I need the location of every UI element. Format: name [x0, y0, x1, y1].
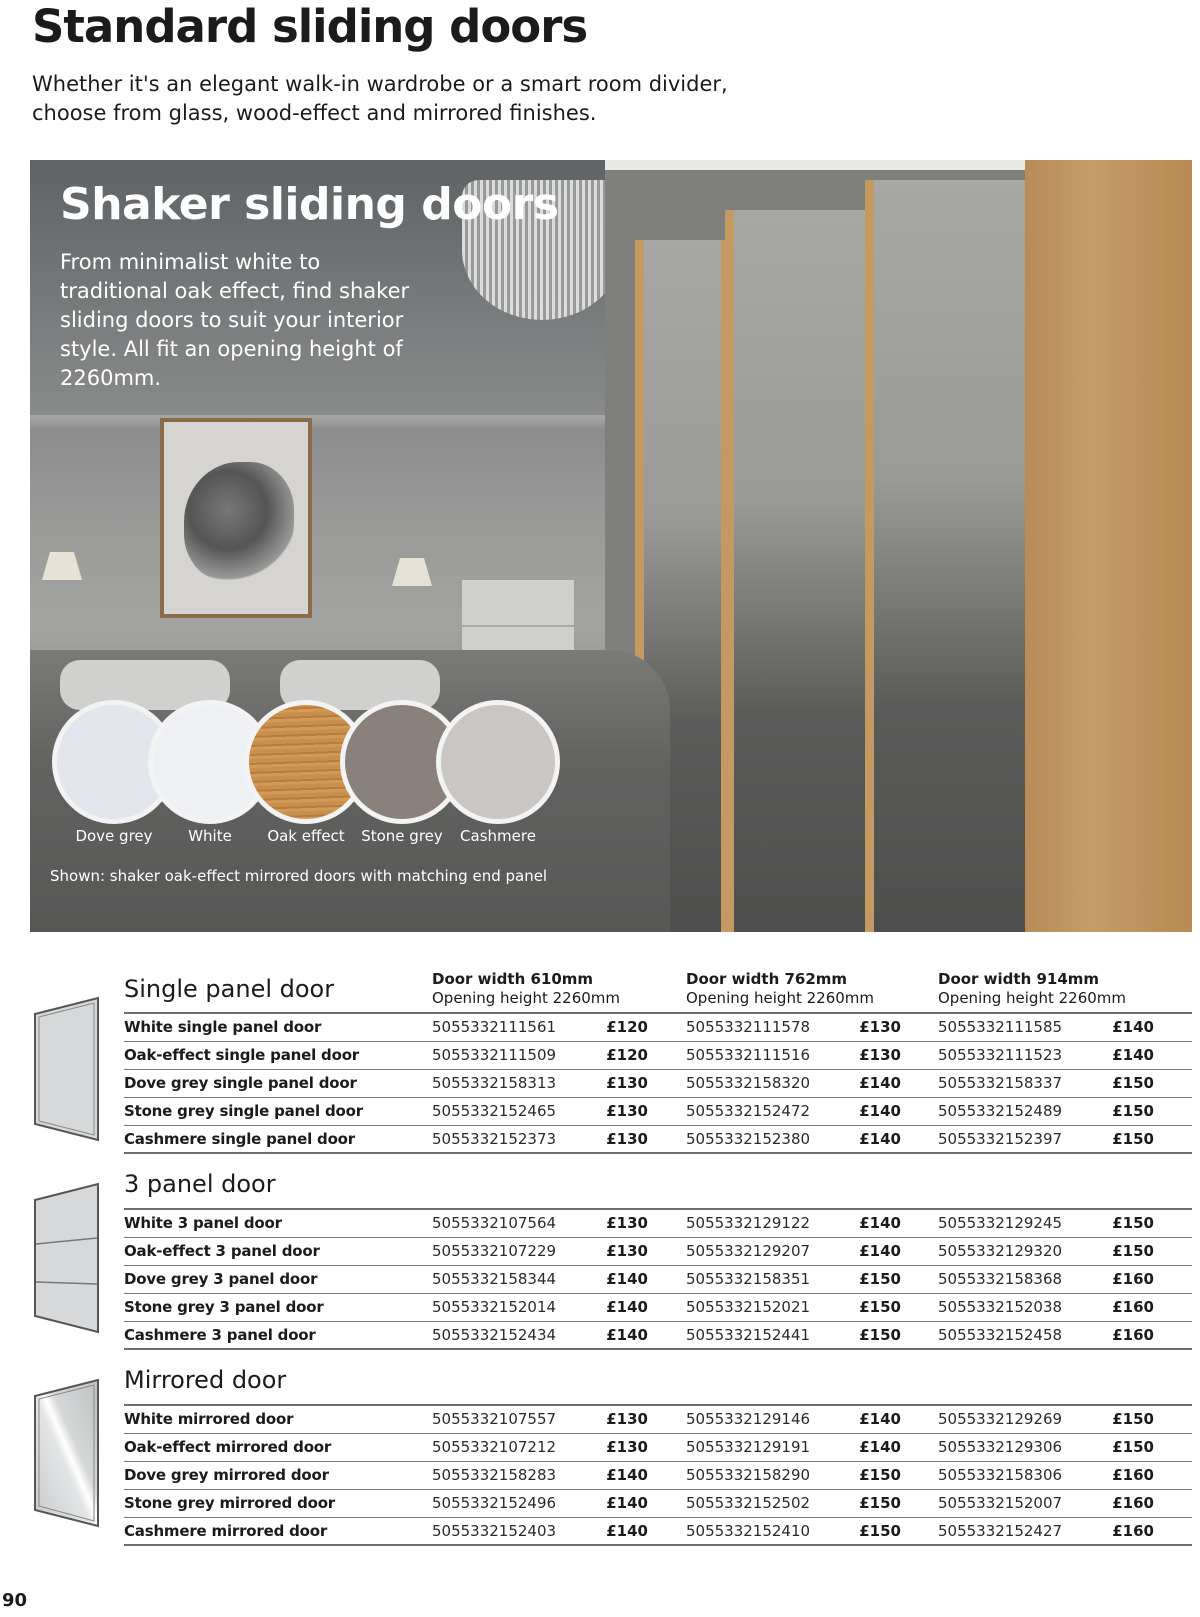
- finish-swatches: [52, 700, 572, 845]
- mirrored-door-icon: [32, 1378, 102, 1528]
- product-name: Stone grey single panel door: [124, 1102, 363, 1120]
- product-code: 5055332152502: [686, 1494, 811, 1512]
- product-name: Cashmere mirrored door: [124, 1522, 328, 1540]
- product-code: 5055332152427: [938, 1522, 1063, 1540]
- price: £150: [859, 1326, 901, 1344]
- price: £140: [859, 1102, 901, 1120]
- product-name: White mirrored door: [124, 1410, 294, 1428]
- price: £130: [606, 1102, 648, 1120]
- price: £150: [859, 1522, 901, 1540]
- column-width-label: Door width 914mm: [938, 970, 1100, 988]
- price: £140: [859, 1242, 901, 1260]
- product-code: 5055332158313: [432, 1074, 557, 1092]
- price: £150: [859, 1494, 901, 1512]
- product-name: White single panel door: [124, 1018, 322, 1036]
- product-name: Stone grey mirrored door: [124, 1494, 336, 1512]
- swatch-label: Cashmere: [460, 827, 536, 845]
- product-code: 5055332111578: [686, 1018, 811, 1036]
- cornice: [30, 415, 650, 429]
- product-code: 5055332158290: [686, 1466, 811, 1484]
- price: £130: [606, 1242, 648, 1260]
- column-height-label: Opening height 2260mm: [686, 989, 875, 1007]
- price: £120: [606, 1046, 648, 1064]
- swatch-label: Dove grey: [75, 827, 153, 845]
- table-row: [124, 1490, 1192, 1518]
- three-panel-door-icon: [32, 1182, 102, 1334]
- product-code: 5055332152014: [432, 1298, 557, 1316]
- product-code: 5055332111509: [432, 1046, 557, 1064]
- plant-artwork: [184, 462, 294, 582]
- table-row: [124, 1322, 1192, 1350]
- product-code: 5055332152465: [432, 1102, 557, 1120]
- product-code: 5055332152472: [686, 1102, 811, 1120]
- product-code: 5055332111585: [938, 1018, 1063, 1036]
- table-row: [124, 1126, 1192, 1154]
- hero-caption: Shown: shaker oak-effect mirrored doors with matching end panel: [50, 867, 548, 885]
- price: £130: [606, 1410, 648, 1428]
- table-row: [124, 1070, 1192, 1098]
- product-name: Dove grey mirrored door: [124, 1466, 329, 1484]
- price: £150: [1112, 1074, 1154, 1092]
- product-code: 5055332107564: [432, 1214, 557, 1232]
- section-title: Mirrored door: [124, 1366, 287, 1394]
- price: £160: [1112, 1522, 1154, 1540]
- product-code: 5055332129207: [686, 1242, 811, 1260]
- price: £140: [859, 1438, 901, 1456]
- product-code: 5055332152380: [686, 1130, 811, 1148]
- section-title: 3 panel door: [124, 1170, 276, 1198]
- table-row: [124, 1098, 1192, 1126]
- product-code: 5055332158320: [686, 1074, 811, 1092]
- product-code: 5055332129320: [938, 1242, 1063, 1260]
- swatch-label: Stone grey: [361, 827, 443, 845]
- column-height-label: Opening height 2260mm: [432, 989, 621, 1007]
- product-code: 5055332152397: [938, 1130, 1063, 1148]
- table-row: [124, 1014, 1192, 1042]
- price: £130: [606, 1214, 648, 1232]
- price: £140: [606, 1494, 648, 1512]
- table-row: [124, 1434, 1192, 1462]
- product-name: Cashmere single panel door: [124, 1130, 355, 1148]
- product-code: 5055332111516: [686, 1046, 811, 1064]
- product-code: 5055332158351: [686, 1270, 811, 1288]
- section-title: Single panel door: [124, 975, 335, 1003]
- price: £130: [859, 1018, 901, 1036]
- oak-end-panel: [1025, 160, 1192, 932]
- product-name: Oak-effect single panel door: [124, 1046, 360, 1064]
- product-code: 5055332107557: [432, 1410, 557, 1428]
- product-code: 5055332152373: [432, 1130, 557, 1148]
- price: £140: [859, 1074, 901, 1092]
- column-width-label: Door width 762mm: [686, 970, 848, 988]
- product-name: Cashmere 3 panel door: [124, 1326, 316, 1344]
- product-code: 5055332107229: [432, 1242, 557, 1260]
- table-row: [124, 1406, 1192, 1434]
- price: £150: [1112, 1214, 1154, 1232]
- mirrored-door: [865, 180, 1035, 932]
- price: £140: [606, 1522, 648, 1540]
- column-header-914: [938, 970, 1126, 1008]
- product-code: 5055332152496: [432, 1494, 557, 1512]
- page-intro: Whether it's an elegant walk-in wardrobe or a smart room divider, choose from glass, wood-effect and mirrored finishes.: [32, 72, 728, 125]
- price: £140: [859, 1410, 901, 1428]
- product-code: 5055332152403: [432, 1522, 557, 1540]
- price: £150: [1112, 1438, 1154, 1456]
- column-header-610: [432, 970, 620, 1008]
- product-code: 5055332111561: [432, 1018, 557, 1036]
- table-row: [124, 1266, 1192, 1294]
- price: £140: [606, 1466, 648, 1484]
- table-row: [124, 1238, 1192, 1266]
- product-name: White 3 panel door: [124, 1214, 282, 1232]
- product-code: 5055332129306: [938, 1438, 1063, 1456]
- price: £150: [1112, 1410, 1154, 1428]
- product-code: 5055332107212: [432, 1438, 557, 1456]
- product-code: 5055332111523: [938, 1046, 1063, 1064]
- price: £150: [859, 1298, 901, 1316]
- price: £140: [606, 1326, 648, 1344]
- product-code: 5055332152458: [938, 1326, 1063, 1344]
- product-code: 5055332152441: [686, 1326, 811, 1344]
- price: £140: [606, 1270, 648, 1288]
- price: £150: [1112, 1242, 1154, 1260]
- price: £130: [606, 1438, 648, 1456]
- price: £140: [859, 1214, 901, 1232]
- table-row: [124, 1294, 1192, 1322]
- price: £140: [606, 1298, 648, 1316]
- product-code: 5055332158344: [432, 1270, 557, 1288]
- column-height-label: Opening height 2260mm: [938, 989, 1127, 1007]
- hero-photo: [30, 160, 1192, 932]
- product-code: 5055332158306: [938, 1466, 1063, 1484]
- table-row: [124, 1210, 1192, 1238]
- product-code: 5055332129245: [938, 1214, 1063, 1232]
- hero-body: From minimalist white to traditional oak effect, find shaker sliding doors to suit your interior style. All fit an opening height of 2260mm.: [60, 250, 410, 390]
- swatch-cashmere: [436, 700, 560, 824]
- product-code: 5055332129269: [938, 1410, 1063, 1428]
- product-code: 5055332152489: [938, 1102, 1063, 1120]
- price: £150: [1112, 1102, 1154, 1120]
- product-code: 5055332152007: [938, 1494, 1063, 1512]
- price: £130: [606, 1074, 648, 1092]
- product-name: Dove grey 3 panel door: [124, 1270, 318, 1288]
- price: £160: [1112, 1466, 1154, 1484]
- product-code: 5055332158368: [938, 1270, 1063, 1288]
- price: £160: [1112, 1298, 1154, 1316]
- table-row: [124, 1042, 1192, 1070]
- product-name: Oak-effect 3 panel door: [124, 1242, 320, 1260]
- price: £150: [859, 1270, 901, 1288]
- mirrored-door: [725, 210, 875, 932]
- page-title: Standard sliding doors: [32, 0, 588, 53]
- product-name: Oak-effect mirrored door: [124, 1438, 332, 1456]
- price: £160: [1112, 1326, 1154, 1344]
- product-name: Stone grey 3 panel door: [124, 1298, 324, 1316]
- swatch-label: Oak effect: [267, 827, 345, 845]
- product-code: 5055332158283: [432, 1466, 557, 1484]
- price: £140: [859, 1130, 901, 1148]
- price: £150: [859, 1466, 901, 1484]
- product-code: 5055332129191: [686, 1438, 811, 1456]
- product-code: 5055332129146: [686, 1410, 811, 1428]
- swatch-label: White: [188, 827, 232, 845]
- price: £120: [606, 1018, 648, 1036]
- wall-art-frame: [160, 418, 312, 618]
- price: £160: [1112, 1270, 1154, 1288]
- hero-heading: Shaker sliding doors: [60, 179, 559, 230]
- product-code: 5055332158337: [938, 1074, 1063, 1092]
- product-code: 5055332152038: [938, 1298, 1063, 1316]
- page-number: 90: [2, 1590, 28, 1611]
- column-width-label: Door width 610mm: [432, 970, 594, 988]
- table-row: [124, 1462, 1192, 1490]
- single-panel-door-icon: [32, 996, 102, 1142]
- product-name: Dove grey single panel door: [124, 1074, 357, 1092]
- product-code: 5055332152410: [686, 1522, 811, 1540]
- price: £160: [1112, 1494, 1154, 1512]
- price: £150: [1112, 1130, 1154, 1148]
- product-code: 5055332152434: [432, 1326, 557, 1344]
- price: £130: [606, 1130, 648, 1148]
- table-row: [124, 1518, 1192, 1546]
- price: £130: [859, 1046, 901, 1064]
- product-code: 5055332152021: [686, 1298, 811, 1316]
- column-header-762: [686, 970, 874, 1008]
- price: £140: [1112, 1046, 1154, 1064]
- product-code: 5055332129122: [686, 1214, 811, 1232]
- price: £140: [1112, 1018, 1154, 1036]
